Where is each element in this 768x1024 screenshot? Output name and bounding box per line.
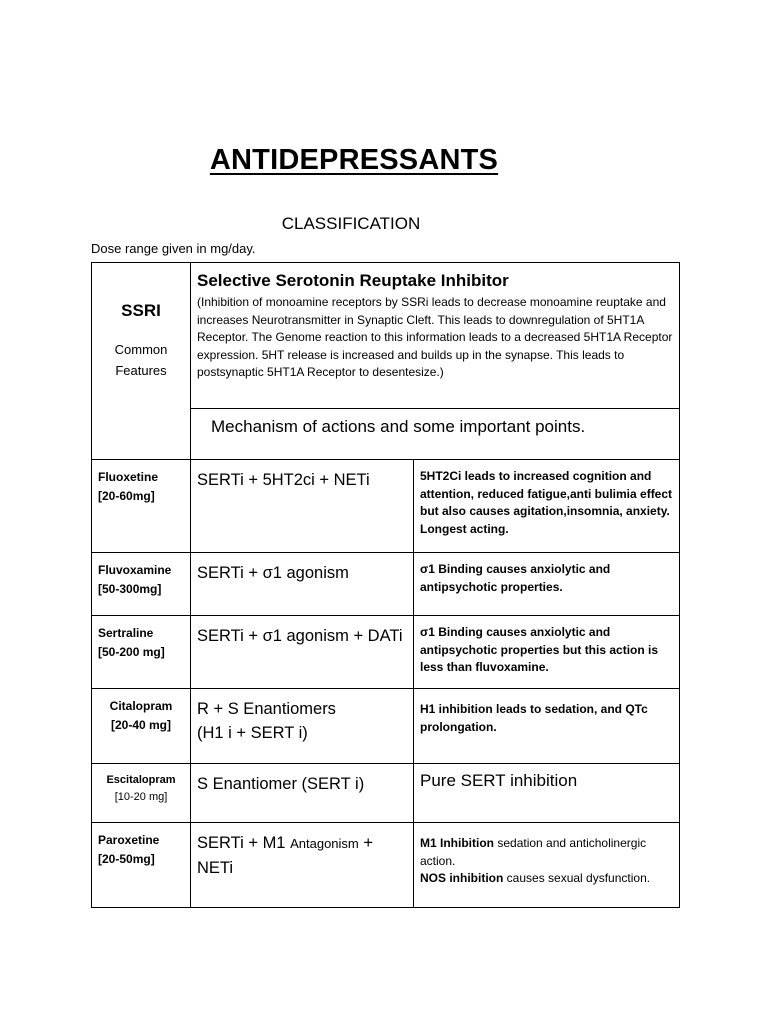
common-features-label: Common Features [114,342,168,378]
drug-name-cell: Paroxetine [20-50mg] [92,823,191,908]
effect-cell: 5HT2Ci leads to increased cognition and attention, reduced fatigue,anti bulimia effect but also causes agitation,insomnia, anxiety. Longest acting. [414,460,680,553]
mechanism-heading: Mechanism of actions and some important points. [191,409,680,460]
table-header-row [92,263,680,409]
drug-name-cell: Sertraline [50-200 mg] [92,616,191,689]
mechanism-cell: SERTi + σ1 agonism + DATi [191,616,414,689]
effect-cell: σ1 Binding causes anxiolytic and antipsychotic properties but this action is less than fluvoxamine. [414,616,680,689]
table-row [92,823,680,908]
class-cell [92,263,191,460]
drug-name-cell: Fluvoxamine [50-300mg] [92,553,191,616]
class-abbr: SSRI [121,301,161,320]
table-row [92,689,680,764]
mechanism-cell: SERTi + σ1 agonism [191,553,414,616]
table-row [92,616,680,689]
table-row [92,764,680,823]
effect-cell: Pure SERT inhibition [414,764,680,823]
table-row [92,553,680,616]
effect-cell: M1 Inhibition sedation and anticholinergic action. NOS inhibition causes sexual dysfunction. [414,823,680,908]
ssri-table [91,262,680,908]
page-subtitle: CLASSIFICATION [281,214,421,233]
drug-name-cell: Fluoxetine [20-60mg] [92,460,191,553]
effect-cell: σ1 Binding causes anxiolytic and antipsychotic properties. [414,553,680,616]
drug-name-cell: Escitalopram [10-20 mg] [92,764,191,823]
drug-name-cell: Citalopram [20-40 mg] [92,689,191,764]
mechanism-cell: SERTi + 5HT2ci + NETi [191,460,414,553]
class-name: Selective Serotonin Reuptake Inhibitor [197,271,509,290]
mechanism-cell: S Enantiomer (SERT i) [191,764,414,823]
mechanism-cell: SERTi + M1 Antagonism + NETi [191,823,414,908]
class-description-cell [191,263,680,409]
dose-note: Dose range given in mg/day. [91,241,256,256]
effect-cell: H1 inhibition leads to sedation, and QTc prolongation. [414,689,680,764]
mechanism-cell: R + S Enantiomers (H1 i + SERT i) [191,689,414,764]
class-description: (Inhibition of monoamine receptors by SSRi leads to decrease monoamine reuptake and increases Neurotransmitter in Synaptic Cleft. This leads to downregulation of 5HT1A Receptor. The Genome reaction to this information leads to a decreased 5HT1A Receptor expression. 5HT release is increased and builds up in the synapse. This leads to postsynaptic 5HT1A Receptor to desentesize.) [197,295,673,379]
page-title: ANTIDEPRESSANTS [209,144,499,176]
table-row [92,460,680,553]
